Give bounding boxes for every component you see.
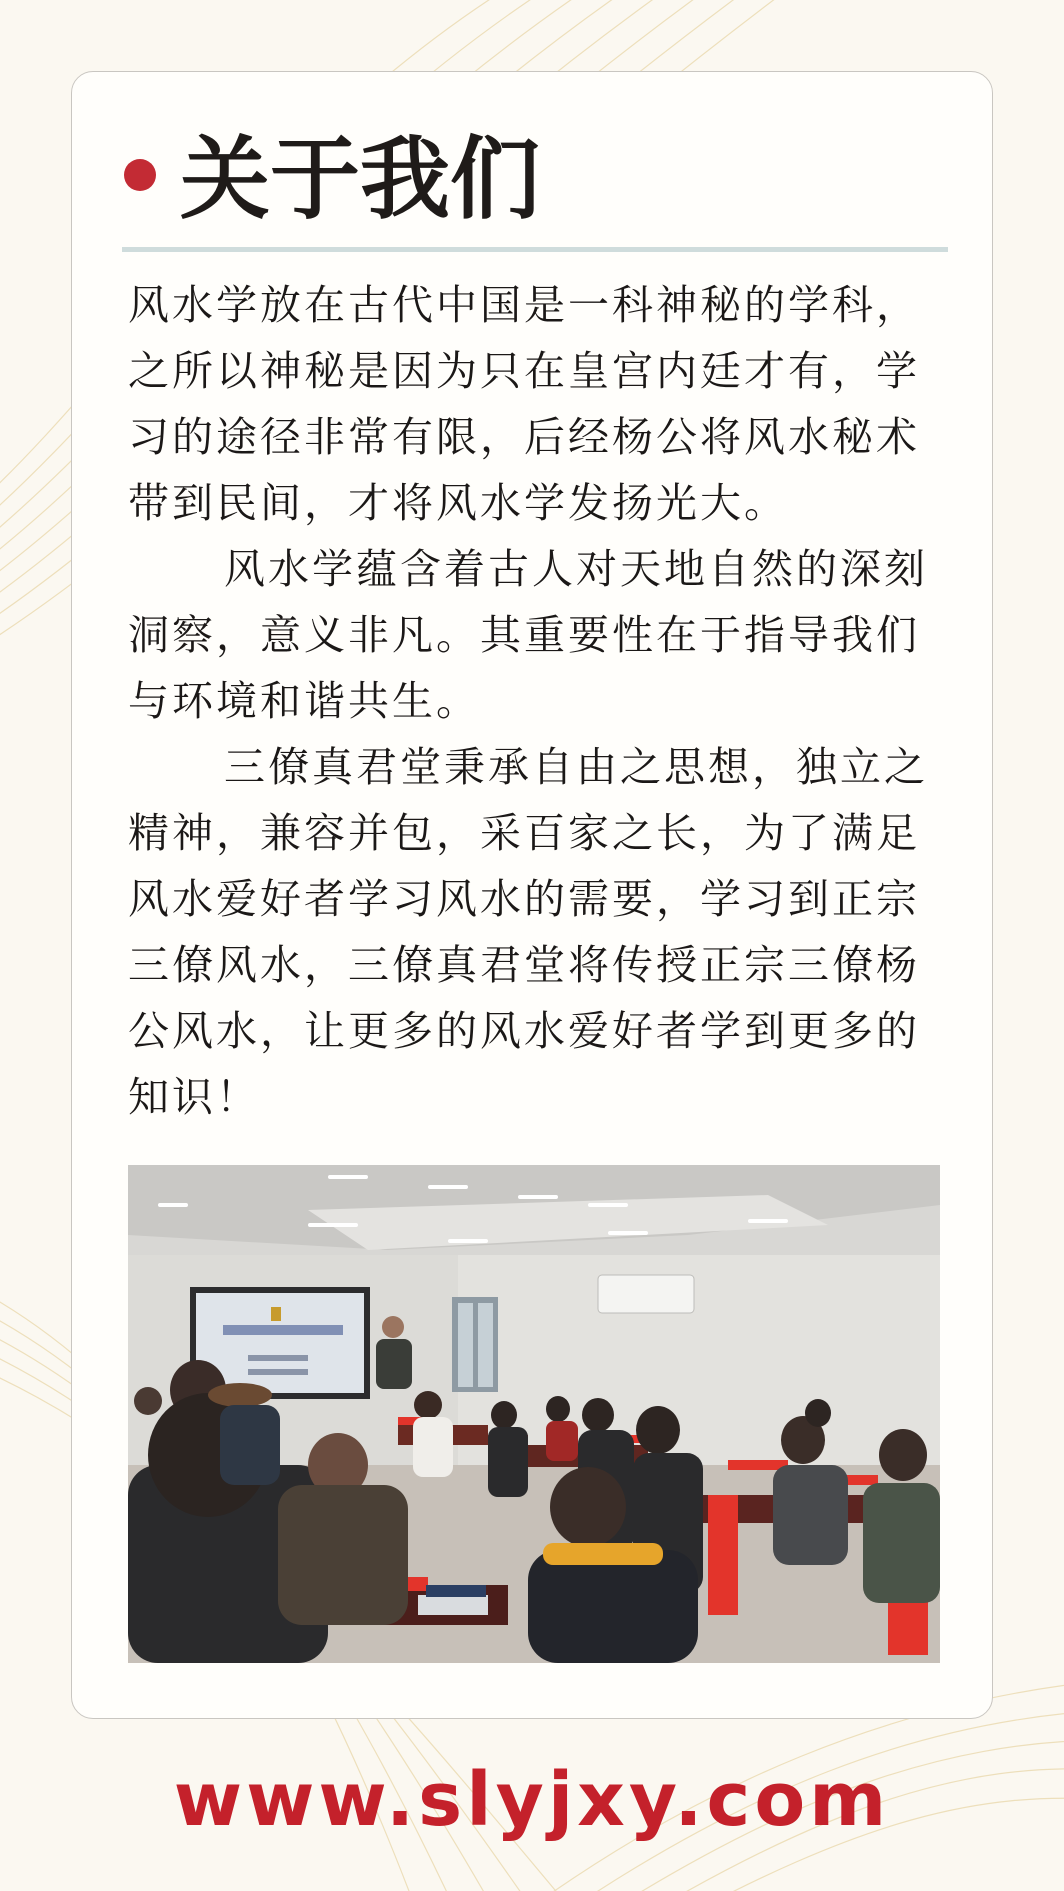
classroom-illustration: [128, 1165, 940, 1663]
paragraph-1: 风水学放在古代中国是一科神秘的学科，之所以神秘是因为只在皇宫内廷才有，学习的途径非常有限，后经杨公将风水秘术带到民间，才将风水学发扬光大。: [128, 281, 920, 527]
paragraph-3: 三僚真君堂秉承自由之思想，独立之精神，兼容并包，采百家之长，为了满足风水爱好者学习风水的需要，学习到正宗三僚风水，三僚真君堂将传授正宗三僚杨公风水，让更多的风水爱好者学到更多的知识！: [128, 743, 928, 1121]
title-bullet-icon: [124, 159, 156, 191]
title-divider: [122, 247, 948, 252]
about-card: [71, 71, 993, 1719]
paragraph-2: 风水学蕴含着古人对天地自然的深刻洞察，意义非凡。其重要性在于指导我们与环境和谐共生。: [128, 545, 928, 725]
page-title: 关于我们: [180, 126, 540, 232]
about-text: [128, 272, 940, 1130]
website-url[interactable]: www.slyjxy.com: [173, 1757, 891, 1843]
classroom-photo: [128, 1165, 940, 1663]
